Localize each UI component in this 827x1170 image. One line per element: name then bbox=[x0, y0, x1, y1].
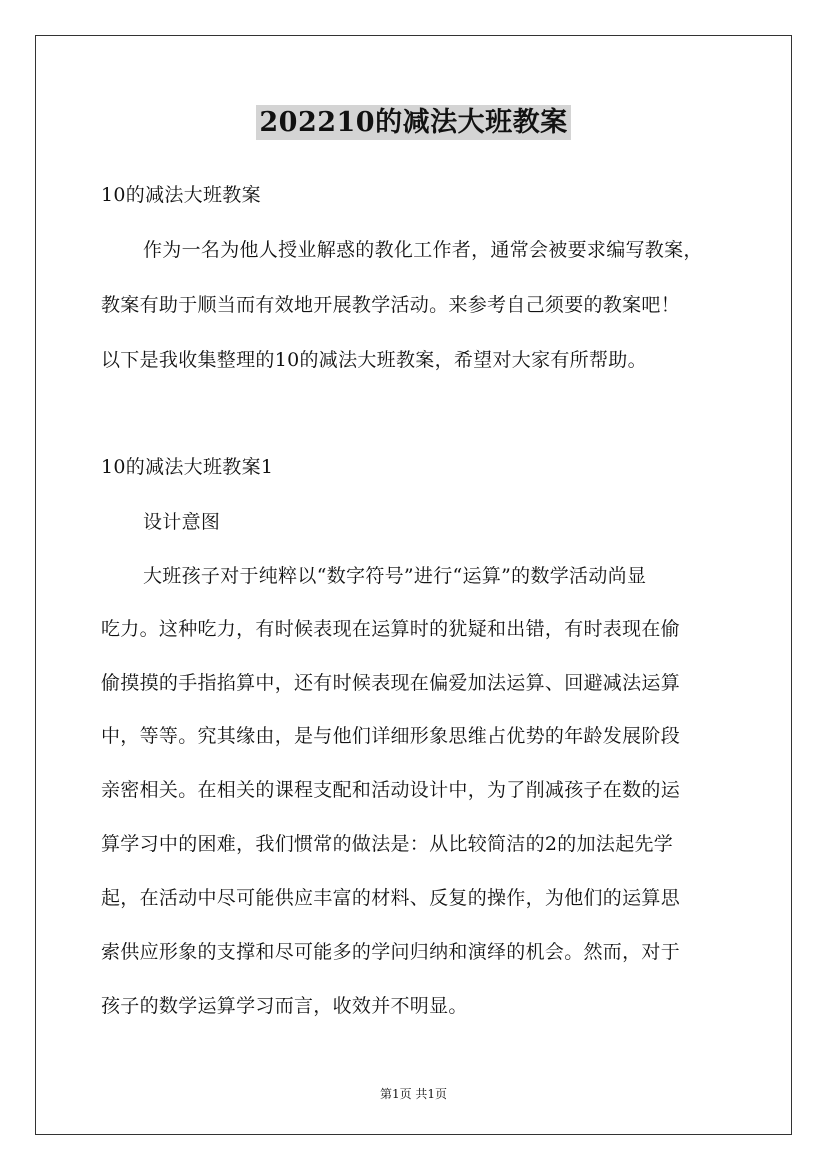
subheading: 设计意图 bbox=[143, 511, 221, 533]
body-line: 孩子的数学运算学习而言，收效并不明显。 bbox=[101, 995, 468, 1017]
document-title-wrap bbox=[0, 100, 827, 139]
body-line: 吃力。这种吃力，有时候表现在运算时的犹疑和出错，有时表现在偷 bbox=[101, 618, 681, 640]
intro-heading: 10的减法大班教案 bbox=[101, 184, 261, 206]
intro-line: 作为一名为他人授业解惑的教化工作者，通常会被要求编写教案， bbox=[143, 239, 703, 261]
page-footer: 第1页 共1页 bbox=[379, 1087, 448, 1101]
document-title: 202210的减法大班教案 bbox=[256, 105, 570, 140]
body-line: 偷摸摸的手指掐算中，还有时候表现在偏爱加法运算、回避减法运算 bbox=[101, 672, 681, 694]
body-line: 大班孩子对于纯粹以“数字符号”进行“运算”的数学活动尚显 bbox=[143, 565, 647, 587]
body-line: 亲密相关。在相关的课程支配和活动设计中，为了削减孩子在数的运 bbox=[101, 779, 681, 801]
intro-line: 教案有助于顺当而有效地开展教学活动。来参考自己须要的教案吧！ bbox=[101, 294, 681, 316]
intro-line: 以下是我收集整理的10的减法大班教案，希望对大家有所帮助。 bbox=[101, 349, 647, 371]
body-line: 索供应形象的支撑和尽可能多的学问归纳和演绎的机会。然而，对于 bbox=[101, 941, 681, 963]
body-line: 中，等等。究其缘由，是与他们详细形象思维占优势的年龄发展阶段 bbox=[101, 725, 681, 747]
body-line: 算学习中的困难，我们惯常的做法是：从比较简洁的2的加法起先学 bbox=[101, 833, 674, 855]
body-line: 起，在活动中尽可能供应丰富的材料、反复的操作，为他们的运算思 bbox=[101, 887, 681, 909]
section-heading: 10的减法大班教案1 bbox=[101, 456, 274, 478]
